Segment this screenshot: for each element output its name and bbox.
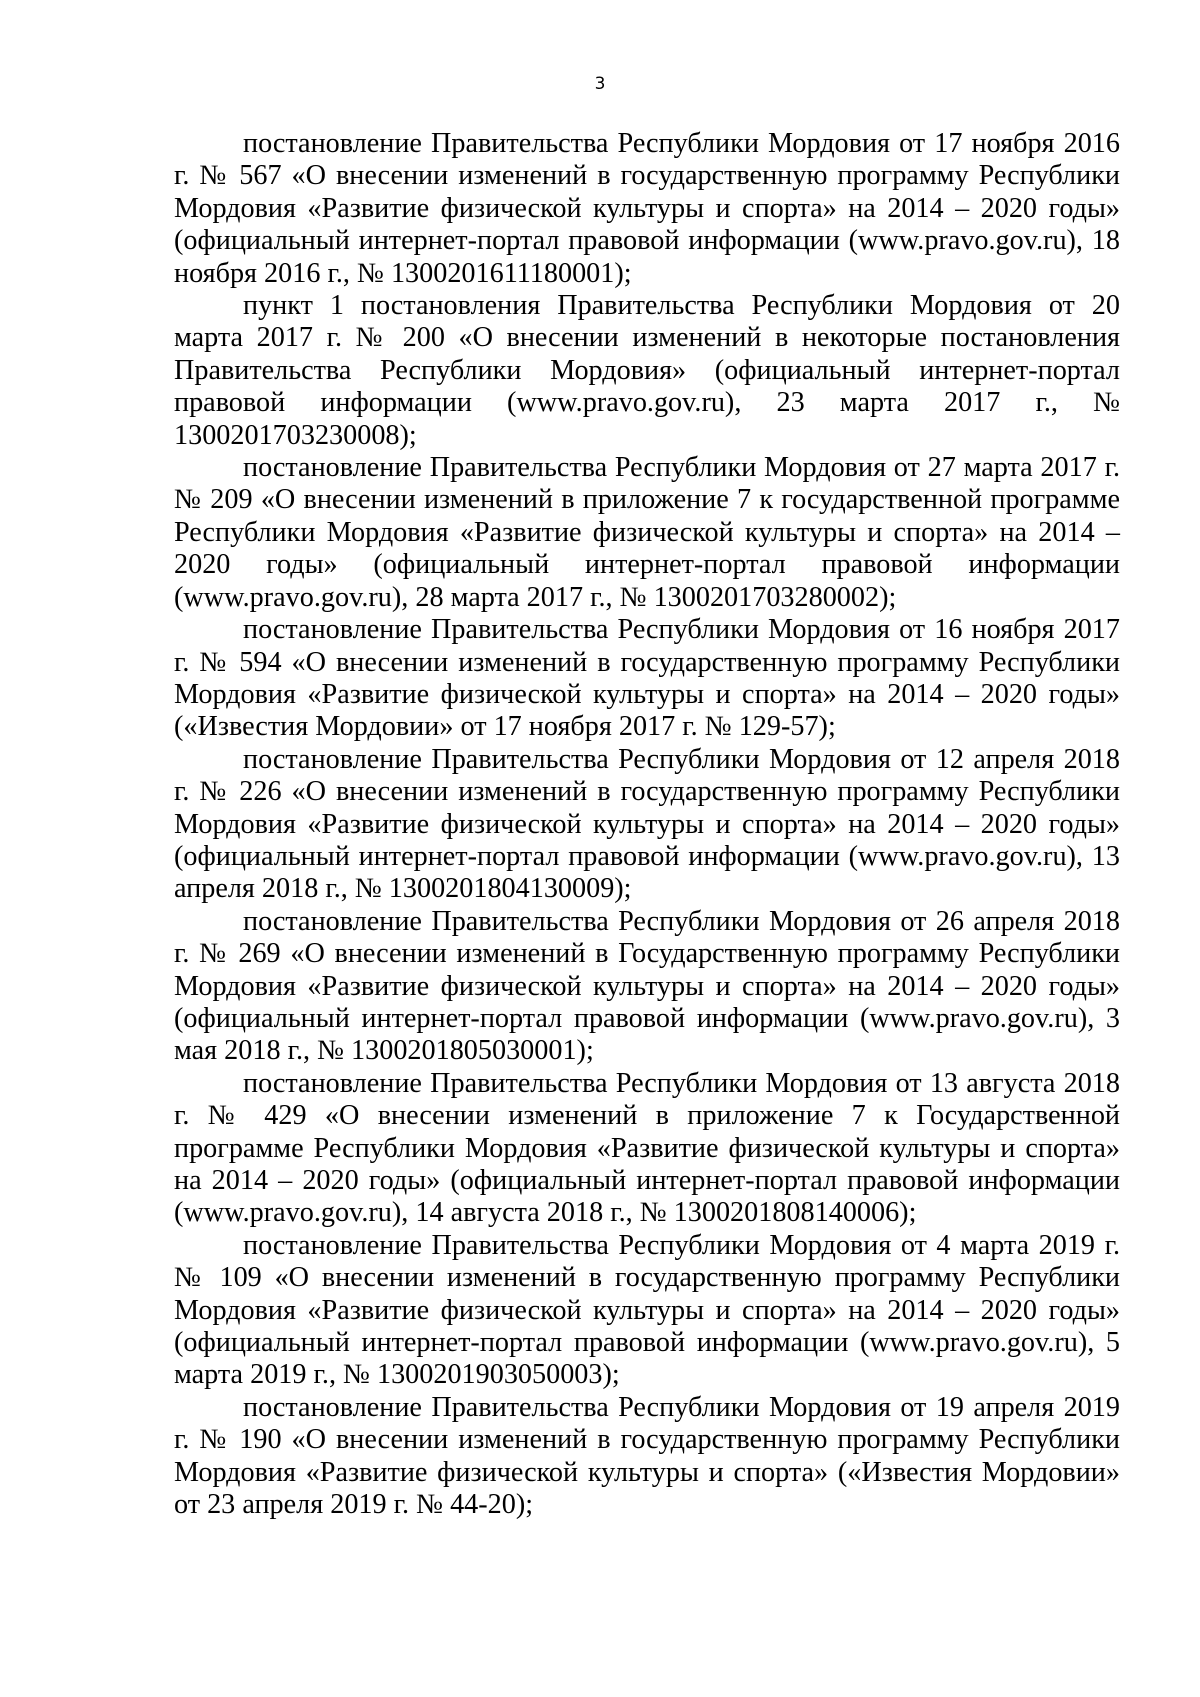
- paragraph-resolution-594: постановление Правительства Республики Мордовия от 16 ноября 2017 г. № 594 «О внесении изменений в государственную программу Республики Мордовия «Развитие физической культуры и спорта» на 2014 – 2020 годы» («Известия Мордовии» от 17 ноября 2017 г. № 129-57);: [174, 614, 1120, 743]
- paragraph-resolution-567: постановление Правительства Республики Мордовия от 17 ноября 2016 г. № 567 «О внесении изменений в государственную программу Республики Мордовия «Развитие физической культуры и спорта» на 2014 – 2020 годы» (официальный интернет-портал правовой информации (www.pravo.gov.ru), 18 ноября 2016 г., № 1300201611180001);: [174, 128, 1120, 289]
- paragraph-resolution-109: постановление Правительства Республики Мордовия от 4 марта 2019 г. № 109 «О внесении изменений в государственную программу Республики Мордовия «Развитие физической культуры и спорта» на 2014 – 2020 годы» (официальный интернет-портал правовой информации (www.pravo.gov.ru), 5 марта 2019 г., № 1300201903050003);: [174, 1229, 1120, 1391]
- paragraph-resolution-209: постановление Правительства Республики Мордовия от 27 марта 2017 г. № 209 «О внесении изменений в приложение 7 к государственной программе Республики Мордовия «Развитие физической культуры и спорта» на 2014 –2020 годы» (официальный интернет-портал правовой информации (www.pravo.gov.ru), 28 марта 2017 г., № 1300201703280002);: [174, 452, 1120, 613]
- paragraph-resolution-269: постановление Правительства Республики Мордовия от 26 апреля 2018 г. № 269 «О внесении изменений в Государственную программу Республики Мордовия «Развитие физической культуры и спорта» на 2014 – 2020 годы» (официальный интернет-портал правовой информации (www.pravo.gov.ru), 3 мая 2018 г., № 1300201805030001);: [174, 905, 1120, 1067]
- paragraph-resolution-190: постановление Правительства Республики Мордовия от 19 апреля 2019 г. № 190 «О внесении изменений в государственную программу Республики Мордовия «Развитие физической культуры и спорта» («Известия Мордовии» от 23 апреля 2019 г. № 44-20);: [174, 1391, 1120, 1521]
- document-body: [174, 128, 1120, 1521]
- paragraph-resolution-226: постановление Правительства Республики Мордовия от 12 апреля 2018 г. № 226 «О внесении изменений в государственную программу Республики Мордовия «Развитие физической культуры и спорта» на 2014 – 2020 годы» (официальный интернет-портал правовой информации (www.pravo.gov.ru), 13 апреля 2018 г., № 1300201804130009);: [174, 743, 1120, 905]
- paragraph-resolution-200: пункт 1 постановления Правительства Республики Мордовия от 20 марта 2017 г. № 200 «О внесении изменений в некоторые постановления Правительства Республики Мордовия» (официальный интернет-портал правовой информации (www.pravo.gov.ru), 23 марта 2017 г., № 1300201703230008);: [174, 290, 1120, 451]
- page-number: 3: [594, 74, 606, 94]
- paragraph-resolution-429: постановление Правительства Республики Мордовия от 13 августа 2018 г. № 429 «О внесении изменений в приложение 7 к Государственной программе Республики Мордовия «Развитие физической культуры и спорта» на 2014 – 2020 годы» (официальный интернет-портал правовой информации (www.pravo.gov.ru), 14 августа 2018 г., № 1300201808140006);: [174, 1067, 1120, 1229]
